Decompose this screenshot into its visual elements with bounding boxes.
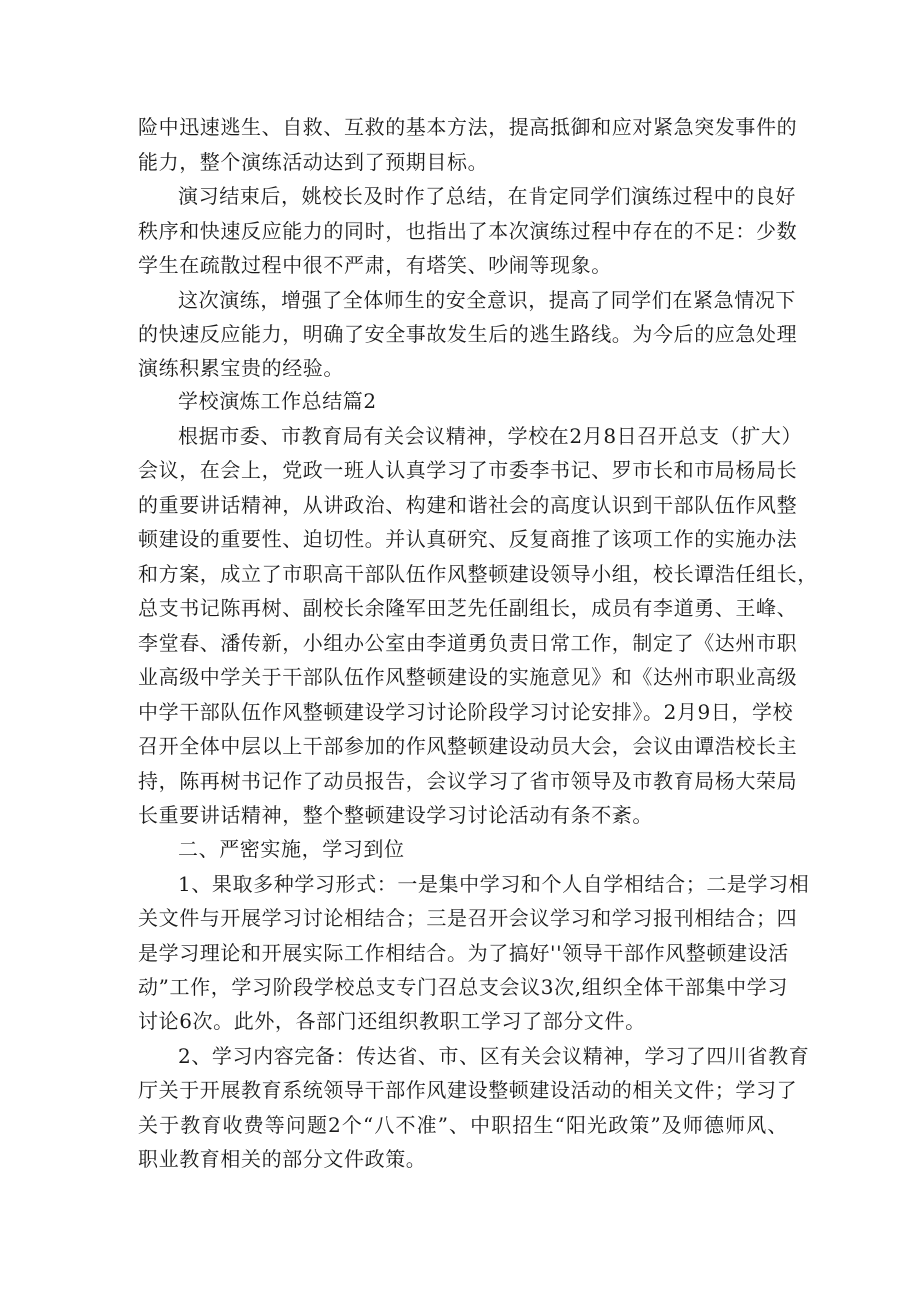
- text-line: 召开全体中层以上干部参加的作风整顿建设动员大会，会议由谭浩校长主: [138, 734, 798, 758]
- text-line: 厅关于开展教育系统领导干部作风建设整顿建设活动的相关文件；学习了: [138, 1078, 798, 1102]
- text-line: 能力，整个演练活动达到了预期目标。: [138, 150, 489, 174]
- text-line: 演习结束后，姚校长及时作了总结，在肯定同学们演练过程中的良好: [178, 184, 796, 208]
- text-line: 中学干部队伍作风整顿建设学习讨论阶段学习讨论安排》。2月9日，学校: [138, 700, 794, 724]
- text-line: 学生在疏散过程中很不严肃，有塔笑、吵闹等现象。: [138, 253, 612, 277]
- text-line: 持，陈再树书记作了动员报告，会议学习了省市领导及市教育局杨大荣局: [138, 769, 798, 793]
- text-line: 会议，在会上，党政一班人认真学习了市委李书记、罗市长和市局杨局长: [138, 458, 798, 482]
- section-heading: 二、严密实施，学习到位: [178, 837, 405, 861]
- text-line: 李堂春、潘传新，小组办公室由李道勇负责日常工作，制定了《达州市职: [138, 631, 798, 655]
- section-heading: 学校演炼工作总结篇2: [178, 389, 377, 413]
- text-line: 动”工作，学习阶段学校总支专门召总支会议3次,组织全体干部集中学习: [138, 975, 788, 999]
- text-line: 秩序和快速反应能力的同时，也指出了本次演练过程中存在的不足：少数: [138, 219, 798, 243]
- text-line: 业高级中学关于干部队伍作风整顿建设的实施意见》和《达州市职业高级: [138, 665, 798, 689]
- text-line: 总支书记陈再树、副校长余隆军田芝先任副组长，成员有李道勇、王峰、: [138, 596, 798, 620]
- text-line: 2、学习内容完备：传达省、市、区有关会议精神，学习了四川省教育: [178, 1044, 810, 1068]
- text-line: 1、果取多种学习形式：一是集中学习和个人自学相结合；二是学习相: [178, 872, 810, 896]
- text-line: 顿建设的重要性、迫切性。并认真研究、反复商推了该项工作的实施办法: [138, 527, 798, 551]
- text-line: 是学习理论和开展实际工作相结合。为了搞好''领导干部作风整顿建设活: [138, 941, 789, 965]
- text-line: 的快速反应能力，明确了安全事故发生后的逃生路线。为今后的应急处理: [138, 322, 798, 346]
- text-line: 讨论6次。此外，各部门还组织教职工学习了部分文件。: [138, 1009, 646, 1033]
- text-line: 根据市委、市教育局有关会议精神，学校在2月8日召开总支（扩大）: [178, 424, 803, 448]
- text-line: 关文件与开展学习讨论相结合；三是召开会议学习和学习报刊相结合；四: [138, 906, 798, 930]
- text-line: 险中迅速逃生、自救、互救的基本方法，提高抵御和应对紧急突发事件的: [138, 115, 798, 139]
- text-line: 职业教育相关的部分文件政策。: [138, 1147, 427, 1171]
- text-line: 长重要讲话精神，整个整顿建设学习讨论活动有条不紊。: [138, 803, 653, 827]
- text-line: 演练积累宝贵的经验。: [138, 356, 344, 380]
- text-line: 和方案，成立了市职高干部队伍作风整顿建设领导小组，校长谭浩任组长，: [138, 562, 818, 586]
- text-line: 的重要讲话精神，从讲政治、构建和谐社会的高度认识到干部队伍作风整: [138, 493, 798, 517]
- text-line: 这次演练，增强了全体师生的安全意识，提高了同学们在紧急情况下: [178, 288, 796, 312]
- text-line: 关于教育收费等问题2个“八不准”、中职招生“阳光政策”及师德师风、: [138, 1113, 788, 1137]
